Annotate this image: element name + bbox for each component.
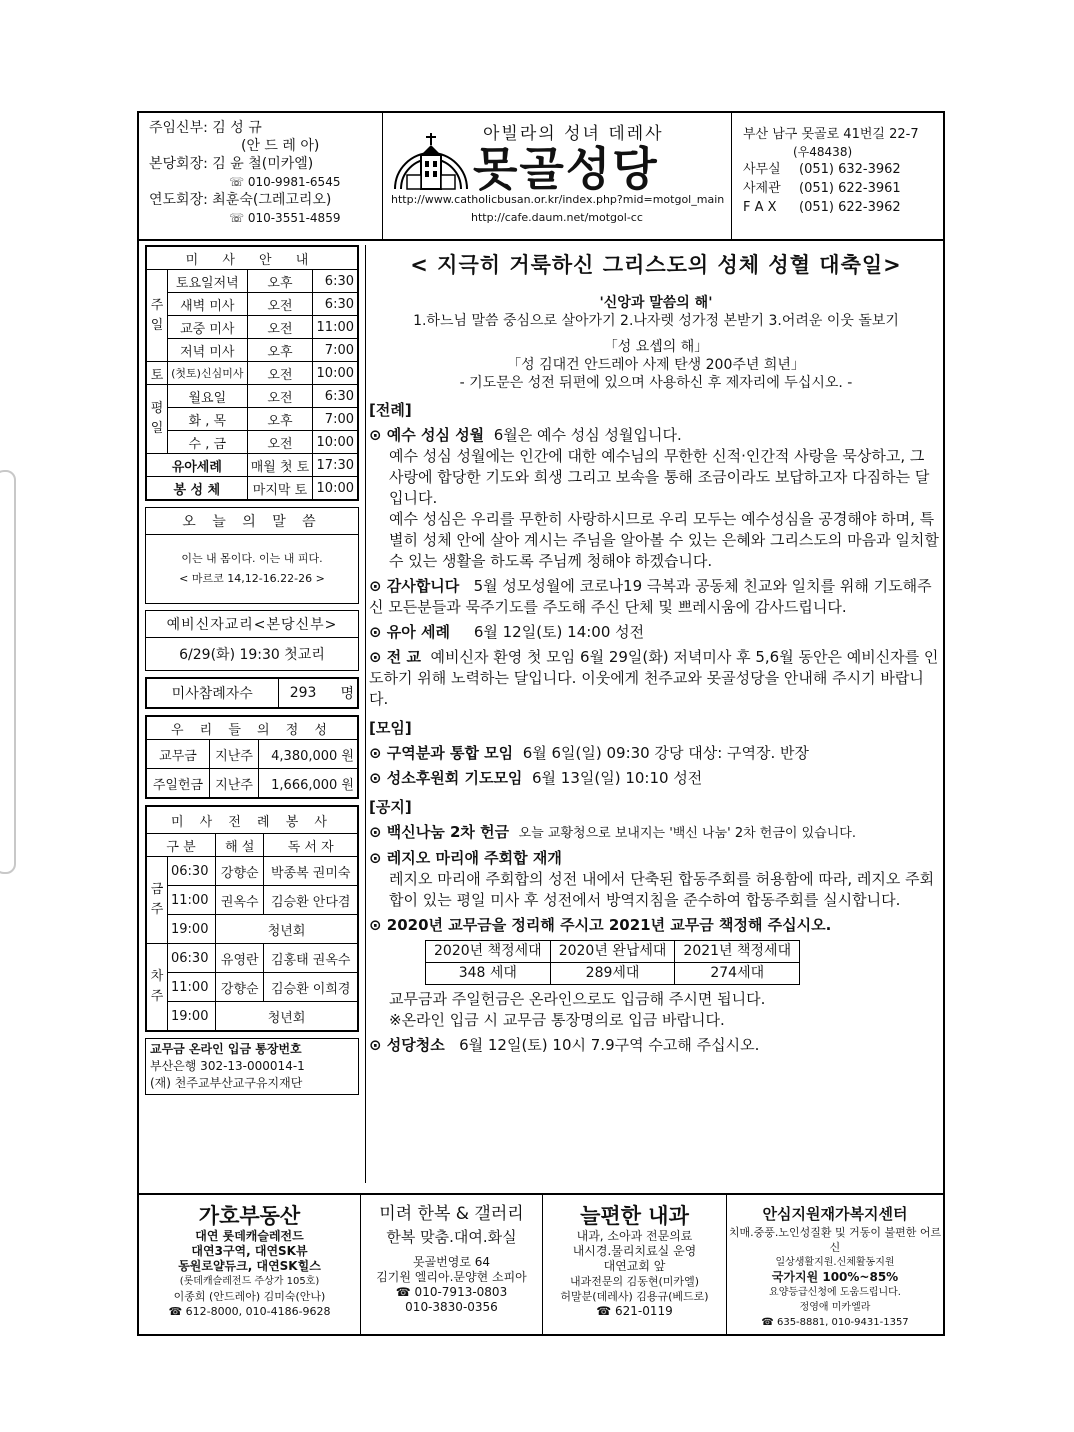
next-week-label: 차주 [147,944,168,1031]
servers-reader: 권미숙 [312,865,351,881]
todays-word-box [145,507,359,604]
sunday-mass-period: 오전 [247,293,313,316]
regional-phone: ☏ 010-3551-4859 [229,211,341,225]
legio-notice [369,848,943,911]
vaccine-notice [369,822,943,844]
district-body: 6월 6일(일) 09:30 강당 대상: 구역장. 반장 [522,744,810,762]
offering-box [145,715,359,799]
mass-servers-box [145,805,359,1032]
servers-readers [264,973,358,1002]
weekday-mass-time: 10:00 [313,431,358,454]
online-payment-line1: 교무금과 주일헌금은 온라인으로도 입금해 주시면 됩니다. [389,990,766,1008]
communion-time: 10:00 [313,477,358,500]
sidebar-column [145,245,359,1101]
offering-category: 주일헌금 [147,769,210,798]
weekday-label: 평일 [147,385,168,454]
sunday-label: 주일 [147,270,168,362]
church-title-block [383,113,732,239]
servers-header-division: 구 분 [147,834,216,857]
meeting-section-header: [모임] [369,719,412,737]
district-label: ⊙ 구역분과 통합 모임 [369,744,514,762]
sunday-mass-name: 토요일저녁 [168,270,248,293]
ad-line: 내과전문의 김동현(미카엘) [570,1275,699,1288]
dues-notice [369,915,943,1031]
servers-group: 청년회 [216,915,358,944]
sunday-mass-time: 6:30 [313,270,358,293]
ad-line: 허말분(데레사) 김용규(베드로) [560,1290,709,1303]
dues-header: 2021년 책정세대 [675,941,800,963]
thanks-label: ⊙ 감사합니다 [369,577,460,595]
regional-name: 최훈숙(그레고리오) [212,192,332,208]
sacred-heart-body-2: 예수 성심은 우리를 무한히 사랑하시므로 우리 모두는 예수성심을 공경해야 하며, 특별히 성체 안에 살아 계시는 주님을 알아볼 수 있는 은혜와 그리스도의 마음과 일치할 수 있는 생활을 하도록 주님께 청해야 하겠습니다. [389,510,939,570]
patron-saint: 아빌라의 성녀 데레사 [483,124,664,144]
servers-commentator: 유영란 [216,944,264,973]
weekday-mass-name: 수 , 금 [168,431,248,454]
servers-reader: 권옥수 [312,952,351,968]
communion-label: 봉 성 체 [147,477,248,500]
year-theme-title: '신앙과 말씀의 해' [599,295,713,311]
ad-name: 미려 한복 & 갤러리 [379,1204,524,1224]
ad-line: 내과, 소아과 전문의료 [576,1229,693,1243]
office-label: 사무실 [743,162,781,177]
saturday-label: 토 [147,362,168,385]
servers-reader: 김승환 [270,981,309,997]
cafe-url-link[interactable]: http://cafe.daum.net/motgol-cc [471,211,643,224]
year-theme-goals: 1.하느님 말씀 중심으로 살아가기 2.나자렛 성가정 본받기 3.어려운 이웃 돌보기 [413,313,899,329]
legio-body: 레지오 마리애 주회합의 성전 내에서 단축된 합동주회를 허용함에 따라, 레지오 주회합이 있는 평일 미사 후 성전에서 방역지침을 준수하여 합동주회를 실시합니다. [389,870,935,909]
dues-header: 2020년 완납세대 [550,941,675,963]
mission-label: ⊙ 전 교 [369,648,421,666]
ad-line: 한복 맞춤.대여.화실 [386,1228,517,1246]
main-column [369,245,943,1056]
todays-word-text: 이는 내 몸이다. 이는 내 피다. [181,552,323,565]
legio-label: ⊙ 레지오 마리애 주회합 재개 [369,849,562,867]
ad-line: ☎ 635-8881, 010-9431-1357 [761,1317,909,1328]
rectory-phone: (051) 622-3961 [799,181,901,196]
fax-label: F A X [743,200,777,215]
president-phone: ☏ 010-9981-6545 [229,175,341,189]
thanks-notice [369,576,943,618]
bulletin-header [139,113,943,241]
attendance-box [145,677,359,709]
servers-time: 06:30 [168,857,216,886]
saturday-mass-time: 10:00 [313,362,358,385]
servers-readers [264,886,358,915]
infant-baptism-time: 17:30 [313,454,358,477]
sunday-mass-time: 7:00 [313,339,358,362]
prayer-note: - 기도문은 성전 뒤편에 있으며 사용하신 후 제자리에 두십시오. - [459,375,853,391]
president-label: 본당회장: [149,156,208,172]
mission-notice [369,647,943,710]
communion-day: 마지막 토 [247,477,313,500]
cleaning-label: ⊙ 성당청소 [369,1036,445,1054]
catechumen-box [145,610,359,671]
infant-baptism-label: 유아세례 [147,454,248,477]
weekday-mass-time: 7:00 [313,408,358,431]
servers-reader: 박종복 [270,865,309,881]
this-week-label: 금주 [147,857,168,944]
sacred-heart-head: 6월은 예수 성심 성월입니다. [493,426,682,444]
office-phone: (051) 632-3962 [799,162,901,177]
vaccine-body: 오늘 교황청으로 보내지는 '백신 나눔' 2차 헌금이 있습니다. [518,826,856,841]
sunday-mass-time: 11:00 [313,316,358,339]
president-name: 김 윤 철(미카엘) [212,156,314,172]
online-account-box [145,1038,359,1095]
weekday-mass-period: 오후 [247,408,313,431]
notice-section-header: [공지] [369,798,412,816]
weekday-mass-period: 오전 [247,431,313,454]
sponsor-meeting [369,768,943,789]
ad-name: 가호부동산 [198,1204,301,1228]
sunday-mass-period: 오후 [247,270,313,293]
cleaning-body: 6월 12일(토) 10시 7.9구역 수고해 주십시오. [459,1036,760,1054]
ad-line: 치매.중풍.노인성질환 및 거동이 불편한 어르신 [728,1226,942,1254]
rectory-label: 사제관 [743,181,781,196]
liturgy-section-header: [전례] [369,401,412,419]
servers-commentator: 강향순 [216,973,264,1002]
mass-schedule-table [146,246,358,500]
dues-table [425,940,800,985]
servers-reader: 김승환 [270,894,309,910]
offering-period: 지난주 [209,740,258,769]
ad-line: 010-3830-0356 [405,1300,498,1314]
ad-name: 안심지원재가복지센터 [762,1205,908,1223]
diocese-url-link[interactable]: http://www.catholicbusan.or.kr/index.php?mid=motgol_main [391,193,725,206]
sunday-mass-period: 오전 [247,316,313,339]
servers-readers [264,944,358,973]
clergy-info [139,113,383,239]
saturday-mass-name: (첫토)신심미사 [168,362,248,385]
pastor-baptismal: (안 드 레 아) [241,138,320,154]
saturday-mass-period: 오전 [247,362,313,385]
mass-servers-title: 미 사 전 례 봉 사 [147,807,358,834]
servers-commentator: 강향순 [216,857,264,886]
attendance-label: 미사참례자수 [147,679,279,708]
pastor-name: 김 성 규 [212,120,262,136]
column-divider [365,245,366,1183]
ad-line: ☎ 612-8000, 010-4186-9628 [168,1305,331,1318]
ad-care-center [727,1195,943,1336]
address: 부산 남구 못골로 41번길 22-7 [743,127,919,142]
dues-value: 274세대 [675,963,800,985]
postal-code: (우48438) [793,145,853,159]
feast-title: < 지극히 거룩하신 그리스도의 성체 성혈 대축일> [410,253,902,277]
side-scroll-handle[interactable] [0,470,16,874]
servers-header-commentary: 해 설 [216,834,264,857]
servers-time: 06:30 [168,944,216,973]
joseph-year: 「성 요셉의 해」 [603,339,709,355]
ad-line: 대연교회 앞 [603,1259,666,1273]
dues-header: 2020년 책정세대 [426,941,551,963]
ad-line: (롯데캐슬레전드 주상가 105호) [179,1276,320,1287]
sacred-heart-body: 예수 성심 성월에는 인간에 대한 예수님의 무한한 신적·인간적 사랑을 묵상하고, 그 사랑에 합당한 기도와 희생 그리고 보속을 통해 조금이라도 보답하고자 다짐하는 달입니다. [389,447,930,507]
offering-period: 지난주 [209,769,258,798]
baptism-label: ⊙ 유아 세례 [369,623,450,641]
baptism-notice [369,622,943,643]
regional-label: 연도회장: [149,192,208,208]
dues-label: ⊙ 2020년 교무금을 정리해 주시고 2021년 교무금 책정해 주십시오. [369,916,832,934]
baptism-body: 6월 12일(토) 14:00 성전 [473,623,645,641]
sponsor-body: 6월 13일(일) 10:10 성전 [531,769,703,787]
mission-body: 예비신자 환영 첫 모임 6월 29일(화) 저녁미사 후 5,6월 동안은 예비신자를 인도하기 위해 노력하는 달입니다. 이웃에게 천주교와 못골성당을 안내해 주시기 바랍니다. [369,648,939,708]
sponsor-label: ⊙ 성소후원회 기도모임 [369,769,523,787]
weekday-mass-time: 6:30 [313,385,358,408]
sacred-heart-label: ⊙ 예수 성심 성월 [369,426,485,444]
ad-line: 대연 롯데캐슬레전드 [195,1229,304,1243]
weekday-mass-period: 오전 [247,385,313,408]
servers-header-reader: 독 서 자 [264,834,358,857]
servers-time: 19:00 [168,915,216,944]
ad-line: 국가지원 100%~85% [771,1270,899,1284]
ad-line: 못골번영로 64 [412,1255,491,1269]
online-account-title: 교무금 온라인 입금 통장번호 [150,1042,302,1056]
mass-schedule [145,245,359,501]
ad-real-estate [139,1195,361,1336]
sunday-mass-name: 교중 미사 [168,316,248,339]
church-logo-icon [391,131,471,191]
servers-reader: 이희경 [312,981,351,997]
servers-time: 11:00 [168,973,216,1002]
ad-line: 일상생활지원.신체활동지원 [775,1257,895,1268]
catechumen-date: 6/29(화) 19:30 첫교리 [179,647,325,663]
sunday-mass-time: 6:30 [313,293,358,316]
servers-group: 청년회 [216,1002,358,1031]
church-name: 못골성당 [473,142,659,196]
weekday-mass-name: 화 , 목 [168,408,248,431]
year-theme-block [369,294,943,392]
dues-value: 289세대 [550,963,675,985]
servers-time: 11:00 [168,886,216,915]
ad-clinic [543,1195,727,1336]
sunday-mass-period: 오후 [247,339,313,362]
dues-value: 348 세대 [426,963,551,985]
online-payment-line2: ※온라인 입금 시 교무금 통장명의로 입금 바랍니다. [389,1011,725,1029]
vaccine-label: ⊙ 백신나눔 2차 헌금 [369,823,510,841]
offering-title: 우 리 들 의 정 성 [147,717,358,740]
ad-line: 대연3구역, 대연SK뷰 [191,1244,308,1258]
sponsor-ads [139,1193,943,1336]
ad-line: 김기원 엘리아.문양현 소피아 [376,1270,527,1284]
servers-readers [264,857,358,886]
district-meeting [369,743,943,764]
bulletin-page [137,111,945,1336]
online-account-owner: (재) 천주교부산교구유지재단 [150,1076,303,1090]
weekday-mass-name: 월요일 [168,385,248,408]
contact-info [731,113,943,239]
offering-amount: 1,666,000 원 [259,769,358,798]
attendance-count: 293 [278,679,328,708]
thanks-body: 5월 성모성월에 코로나19 극복과 공동체 친교와 일치를 위해 기도해주신 모든분들과 묵주기도를 주도해 주신 단체 및 쁘레시움에 감사드립니다. [369,577,932,616]
ad-hanbok [361,1195,543,1336]
online-account-number: 부산은행 302-13-000014-1 [150,1059,305,1073]
ad-line: 요양등급신청에 도움드립니다. [769,1287,901,1298]
servers-time: 19:00 [168,1002,216,1031]
ad-line: ☎ 010-7913-0803 [395,1285,508,1299]
servers-reader: 안다겸 [312,894,351,910]
mass-schedule-title: 미 사 안 내 [147,247,358,270]
ad-line: 내시경.물리치료실 운영 [572,1244,697,1258]
sunday-mass-name: 새벽 미사 [168,293,248,316]
todays-word-title: 오 늘 의 말 씀 [146,508,358,535]
ad-line: 정영애 미카엘라 [799,1302,871,1313]
offering-category: 교무금 [147,740,210,769]
ad-line: 동원로얄듀크, 대연SK힐스 [178,1259,321,1273]
offering-amount: 4,380,000 원 [259,740,358,769]
ad-line: 이종희 (안드레아) 김미숙(안나) [173,1290,326,1303]
servers-reader: 김홍태 [270,952,309,968]
ad-line: ☎ 621-0119 [596,1304,673,1318]
fax-phone: (051) 622-3962 [799,200,901,215]
kim-daegeon-year: 「성 김대건 안드레아 사제 탄생 200주년 희년」 [507,357,805,373]
sacred-heart-notice [369,425,943,572]
sunday-mass-name: 저녁 미사 [168,339,248,362]
catechumen-title: 예비신자교리<본당신부> [146,611,358,638]
cleaning-notice [369,1035,943,1056]
infant-baptism-day: 매월 첫 토 [247,454,313,477]
ad-name: 늘편한 내과 [580,1204,689,1228]
attendance-unit: 명 [328,679,358,708]
pastor-label: 주임신부: [149,120,208,136]
todays-word-reference: < 마르코 14,12-16.22-26 > [179,572,325,585]
servers-commentator: 권옥수 [216,886,264,915]
